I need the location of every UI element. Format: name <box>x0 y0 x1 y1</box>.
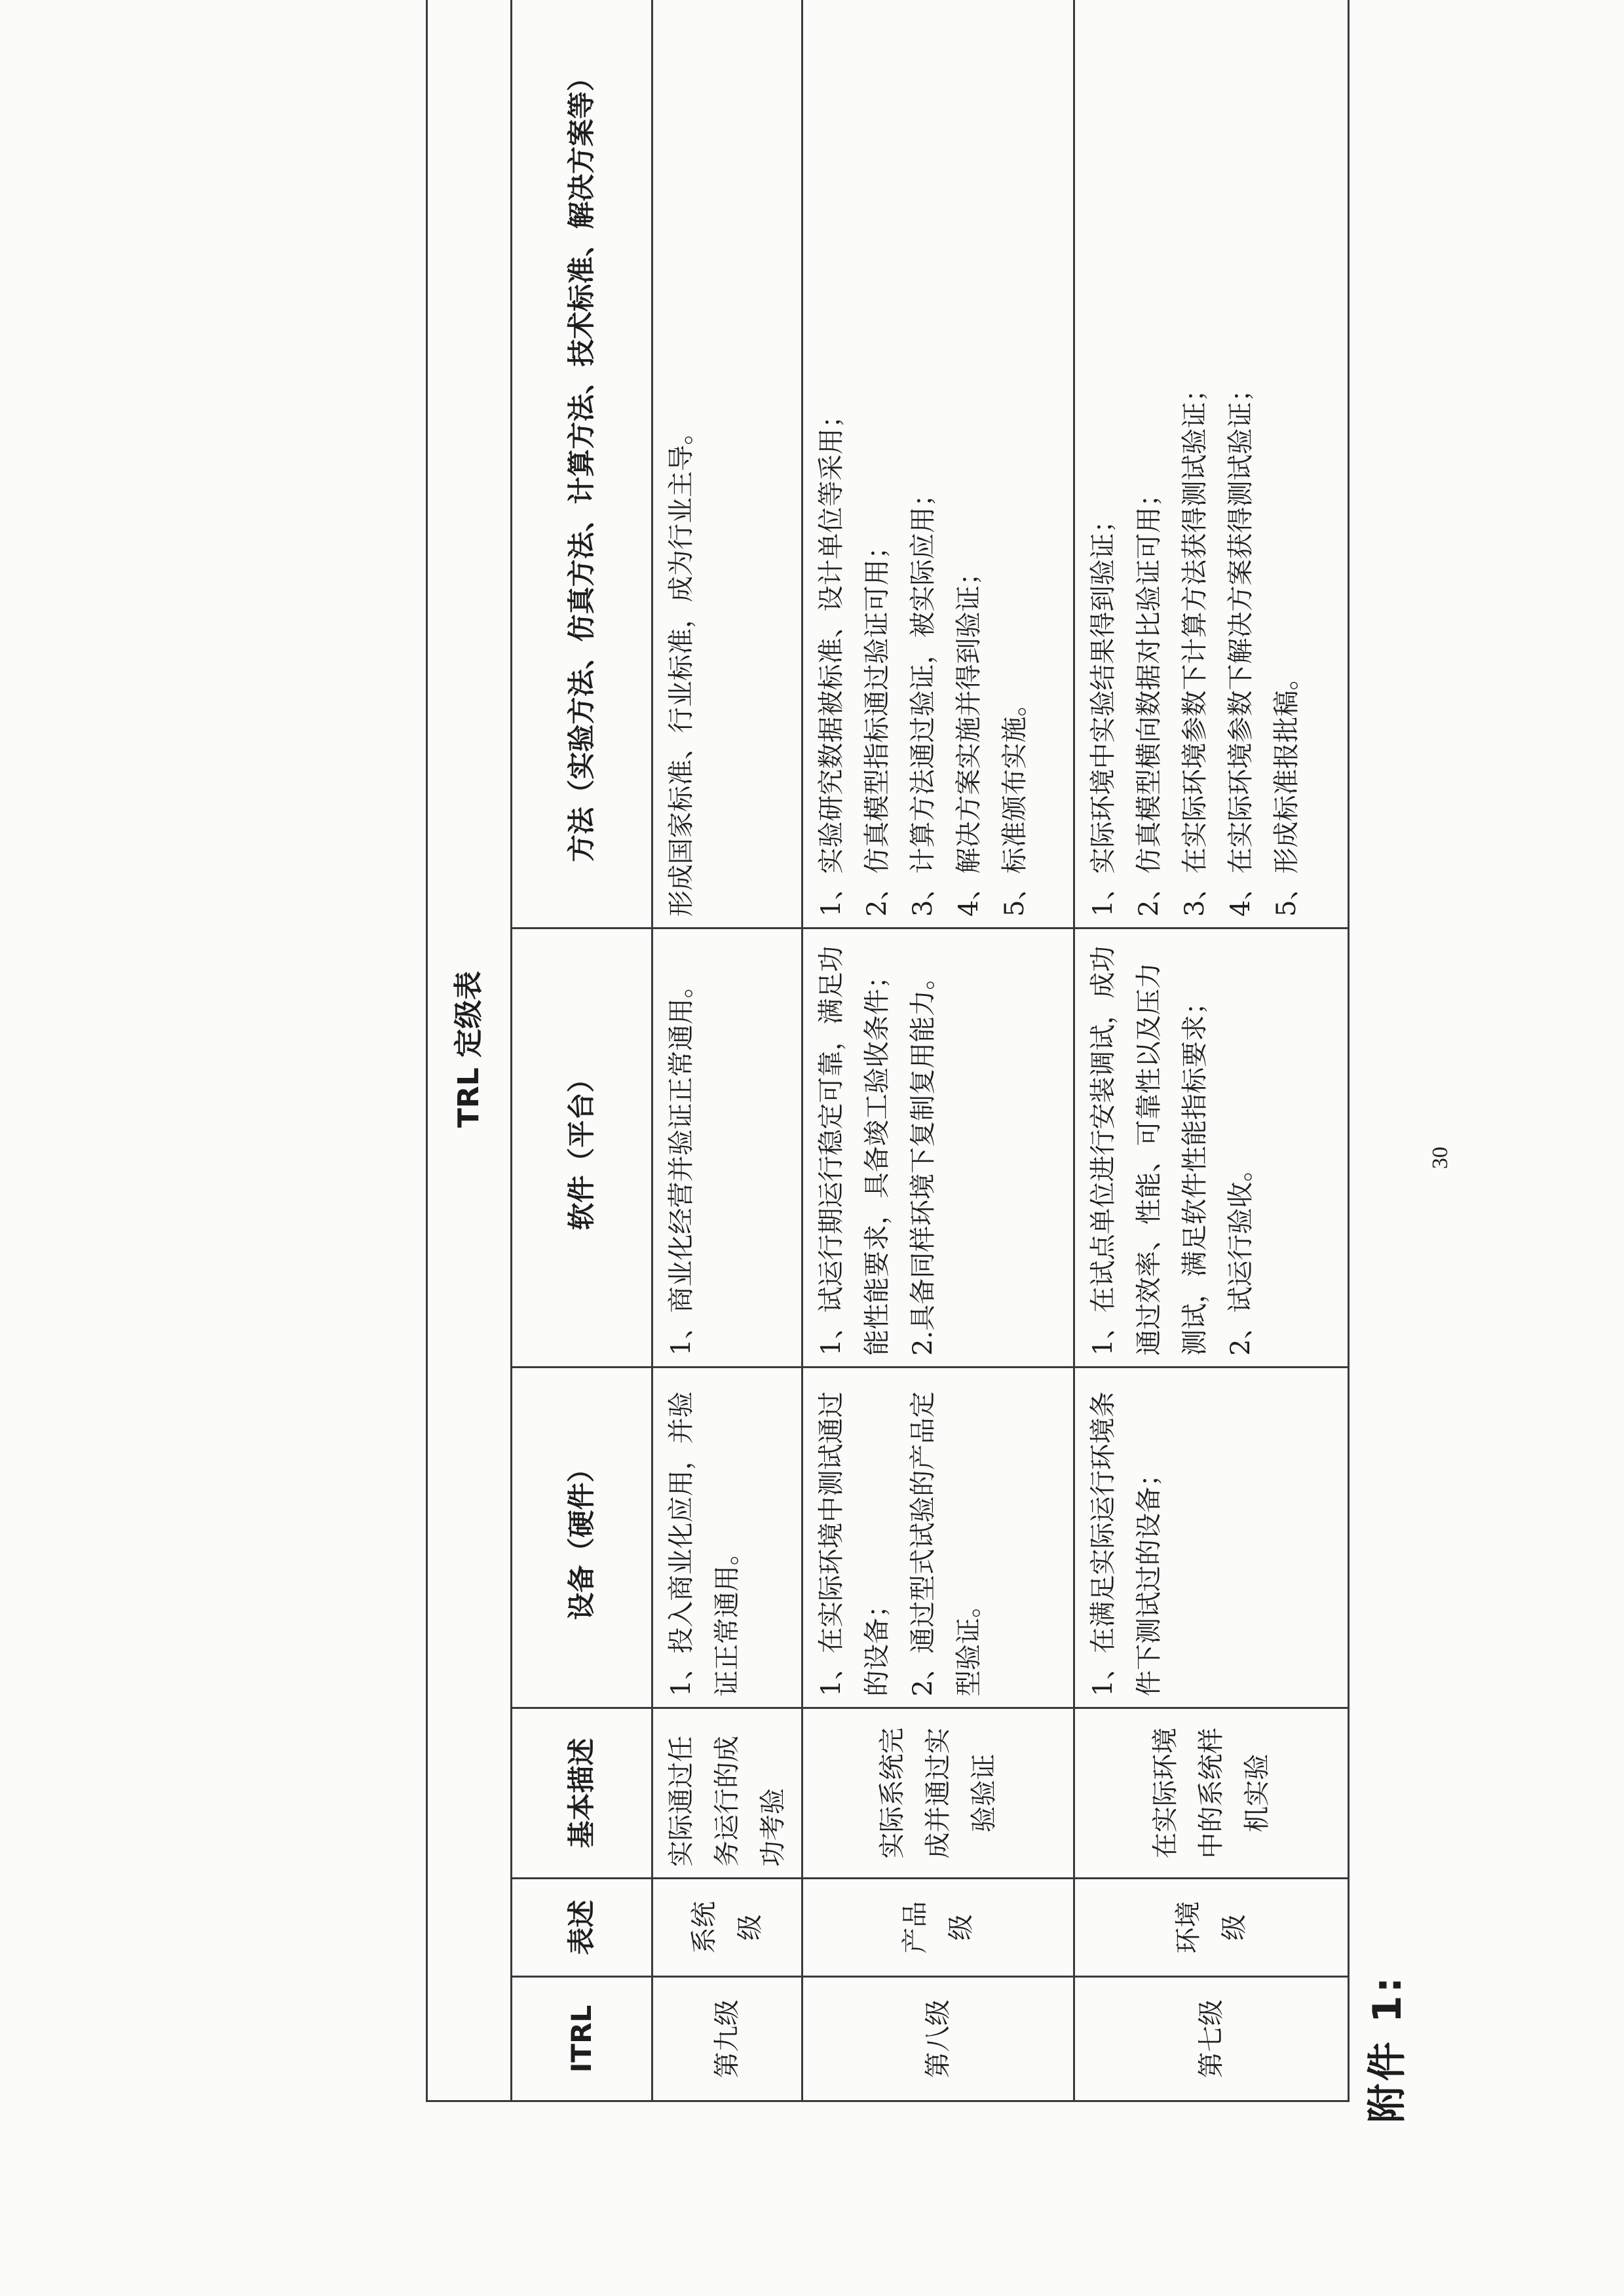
table-row <box>1074 0 1349 2101</box>
software-line: 1、商业化经营并验证正常通用。 <box>666 972 696 1356</box>
method-line: 3、计算方法通过验证，被实际应用； <box>908 480 938 917</box>
header-software: 软件（平台） <box>512 928 652 1368</box>
software-cell <box>652 928 803 1368</box>
method-line: 1、实验研究数据被标准、设计单位等采用； <box>816 402 846 917</box>
header-method: 方法（实验方法、仿真方法、计算方法、技术标准、解决方案等） <box>512 0 652 928</box>
method-line: 1、实际环境中实验结果得到验证； <box>1088 507 1118 917</box>
software-line: 1、在试点单位进行安装调试，成功通过效率、性能、可靠性以及压力测试，满足软件性能指标要求； <box>1088 946 1210 1356</box>
header-itrl: ITRL <box>512 1977 652 2101</box>
hardware-line: 1、在满足实际运行环境条件下测试过的设备； <box>1088 1391 1164 1696</box>
hardware-cell <box>803 1368 1074 1708</box>
method-cell <box>1074 0 1349 928</box>
label-cell: 系统级 <box>652 1879 803 1977</box>
method-line: 形成国家标准、行业标准，成为行业主导。 <box>666 419 696 917</box>
method-line: 4、解决方案实施并得到验证； <box>954 559 984 917</box>
basic-cell: 实际系统完成并通过实验验证 <box>803 1708 1074 1879</box>
label-cell: 产品级 <box>803 1879 1074 1977</box>
label-cell: 环境级 <box>1074 1879 1349 1977</box>
method-line: 3、在实际环境参数下计算方法获得测试验证； <box>1180 375 1210 917</box>
level-cell: 第九级 <box>652 1977 803 2101</box>
header-hardware: 设备（硬件） <box>512 1368 652 1708</box>
hardware-line: 2、通过型式试验的产品定型验证。 <box>908 1391 984 1696</box>
method-cell <box>652 0 803 928</box>
trl-table <box>426 0 1350 2102</box>
method-line: 2、仿真模型指标通过验证可用； <box>862 533 892 917</box>
hardware-cell <box>1074 1368 1349 1708</box>
level-cell: 第七级 <box>1074 1977 1349 2101</box>
header-row <box>512 0 652 2101</box>
basic-cell: 在实际环境中的系统样机实验 <box>1074 1708 1349 1879</box>
method-line: 5、标准颁布实施。 <box>1000 690 1030 917</box>
attachment-label: 附件 1: <box>1365 1974 1410 2123</box>
software-line: 1、试运行期运行稳定可靠，满足功能性能要求，具备竣工验收条件； <box>816 946 892 1356</box>
method-line: 4、在实际环境参数下解决方案获得测试验证； <box>1226 375 1256 917</box>
hardware-cell <box>652 1368 803 1708</box>
software-line: 2.具备同样环境下复制复用能力。 <box>908 963 938 1356</box>
level-cell: 第八级 <box>803 1977 1074 2101</box>
hardware-line: 1、投入商业化应用，并验证正常通用。 <box>666 1391 742 1696</box>
page-number: 30 <box>1428 1147 1452 1169</box>
software-cell <box>803 928 1074 1368</box>
table-row <box>803 0 1074 2101</box>
method-line: 5、形成标准报批稿。 <box>1272 664 1302 917</box>
header-desc: 表述 <box>512 1879 652 1977</box>
software-cell <box>1074 928 1349 1368</box>
method-line: 2、仿真模型横向数据对比验证可用； <box>1134 480 1164 917</box>
table-title: TRL 定级表 <box>427 0 512 2101</box>
header-basic: 基本描述 <box>512 1708 652 1879</box>
table-row <box>652 0 803 2101</box>
software-line: 2、试运行验收。 <box>1226 1155 1256 1356</box>
hardware-line: 1、在实际环境中测试通过的设备； <box>816 1391 892 1696</box>
method-cell <box>803 0 1074 928</box>
basic-cell: 实际通过任务运行的成功考验 <box>652 1708 803 1879</box>
